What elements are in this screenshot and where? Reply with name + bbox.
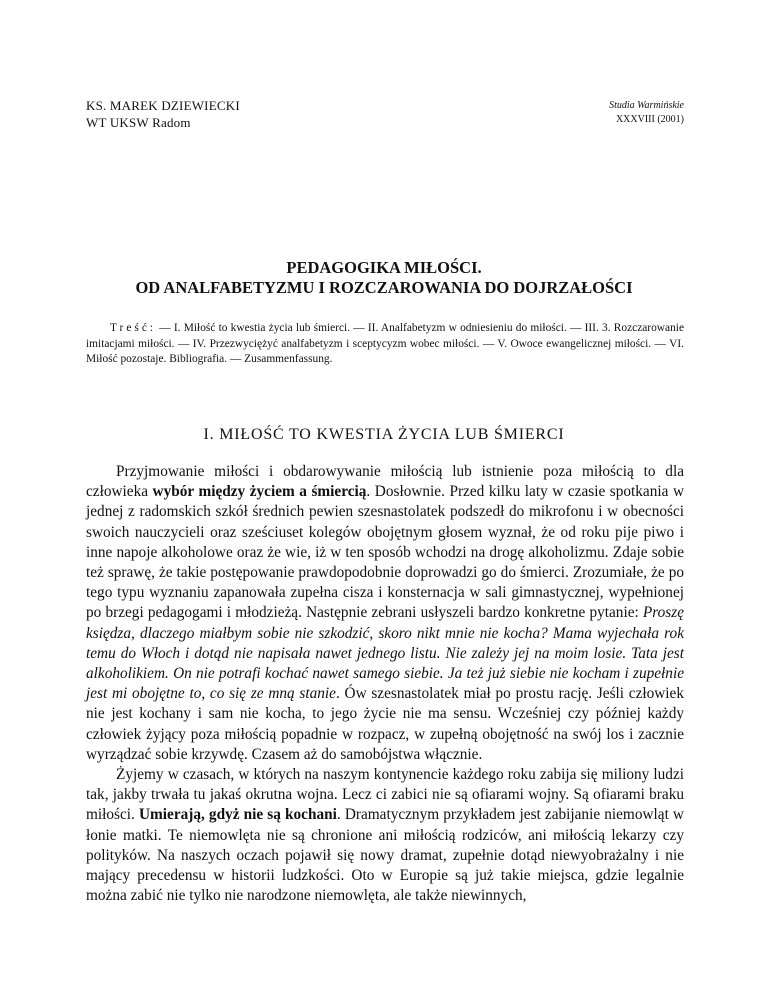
section-heading: I. MIŁOŚĆ TO KWESTIA ŻYCIA LUB ŚMIERCI bbox=[203, 426, 565, 443]
article-title bbox=[60, 258, 708, 298]
paragraph-text: . Dosłownie. Przed kilku laty w czasie spotkania w jednej z radomskich szkół średnich pewien szesnastolatek podszedł do mikrofonu i w obecności swoich nauczycieli oraz sześciuset kolegów obojętnym głosem wyznał, że od roku pije piwo i inne napoje alkoholowe oraz że wie, iż w ten sposób wchodzi na drogę alkoholizmu. Zdaje sobie też sprawę, że takie postępowanie prawdopodobnie doprowadzi go do śmierci. Zrozumiałe, że po tego typu wyznaniu zapanowała zupełna cisza i konsternacja w sali gimnastycznej, wypełnionej po brzegi pedagogami i młodzieżą. Następnie zebrani usłyszeli bardzo konkretne pytanie: bbox=[86, 483, 684, 622]
title-line-1: PEDAGOGIKA MIŁOŚCI. bbox=[286, 258, 482, 277]
contents-text: — I. Miłość to kwestia życia lub śmierci. — II. Analfabetyzm w odniesieniu do miłości. — III. 3. Rozczarowanie imitacjami miłości. — IV. Przezwyciężyć analfabetyzm i sceptycyzm wobec miłości. — V. Owoce ewangelicznej miłości. — VI. Miłość pozostaje. Bibliografia. — Zusammenfassung. bbox=[86, 322, 684, 365]
paragraph bbox=[86, 462, 684, 765]
paragraph bbox=[86, 765, 684, 906]
author-affiliation: WT UKSW Radom bbox=[86, 115, 191, 130]
journal-name: Studia Warmińskie bbox=[609, 100, 684, 111]
contents-label: Treść: bbox=[110, 322, 157, 334]
journal-block bbox=[609, 99, 684, 127]
author-block bbox=[86, 97, 240, 131]
author-name: KS. MAREK DZIEWIECKI bbox=[86, 98, 240, 113]
quote-italic: Proszę księdza, dlaczego miałbym sobie nie szkodzić, skoro nikt mnie nie kocha? Mama wyjechała rok temu do Włoch i dotąd nie napisała nawet jednego listu. Nie zależy jej na moim losie. Tata jest alkoholikiem. On nie potrafi kochać nawet samego siebie. Ja też już siebie nie kocham i zupełnie jest mi obojętne to, co się ze mną stanie bbox=[86, 604, 684, 703]
emphasis-bold: Umierają, gdyż nie są kochani bbox=[138, 806, 337, 824]
paragraph-text: Żyjemy w czasach, w których na naszym kontynencie każdego roku zabija się miliony ludzi tak, jakby trwała tu jakaś okrutna wojna. Lecz ci zabici nie są ofiarami wojny. Są ofiarami braku miłości. bbox=[86, 766, 684, 824]
journal-volume: XXXVIII (2001) bbox=[615, 114, 684, 125]
table-of-contents bbox=[86, 321, 684, 368]
title-line-2: OD ANALFABETYZMU I ROZCZAROWANIA DO DOJRZAŁOŚCI bbox=[135, 278, 633, 297]
paragraph-text: Przyjmowanie miłości i obdarowywanie miłością lub istnienie poza miłością to dla człowieka bbox=[86, 463, 684, 501]
paragraph-text: . Dramatycznym przykładem jest zabijanie niemowląt w łonie matki. Te niemowlęta nie są chronione ani miłością rodziców, ani miłością lekarzy czy polityków. Na naszych oczach pojawił się nowy dramat, zupełnie dotąd niewyobrażalny i nie mający precedensu w historii ludzkości. Oto w Europie są już takie miejsca, gdzie legalnie można zabić nie tylko nie narodzone niemowlęta, ale także niewinnych, bbox=[86, 806, 684, 905]
paragraph-text: . Ów szesnastolatek miał po prostu rację. Jeśli człowiek nie jest kochany i sam nie kocha, to jego życie nie ma sensu. Wcześniej czy później każdy człowiek żyjący poza miłością popadnie w rozpacz, w zupełną obojętność na swój los i zacznie wyrządzać sobie krzywdę. Czasem aż do samobójstwa włącznie. bbox=[86, 685, 684, 763]
emphasis-bold: wybór między życiem a śmiercią bbox=[152, 483, 367, 501]
body-text bbox=[86, 462, 684, 906]
